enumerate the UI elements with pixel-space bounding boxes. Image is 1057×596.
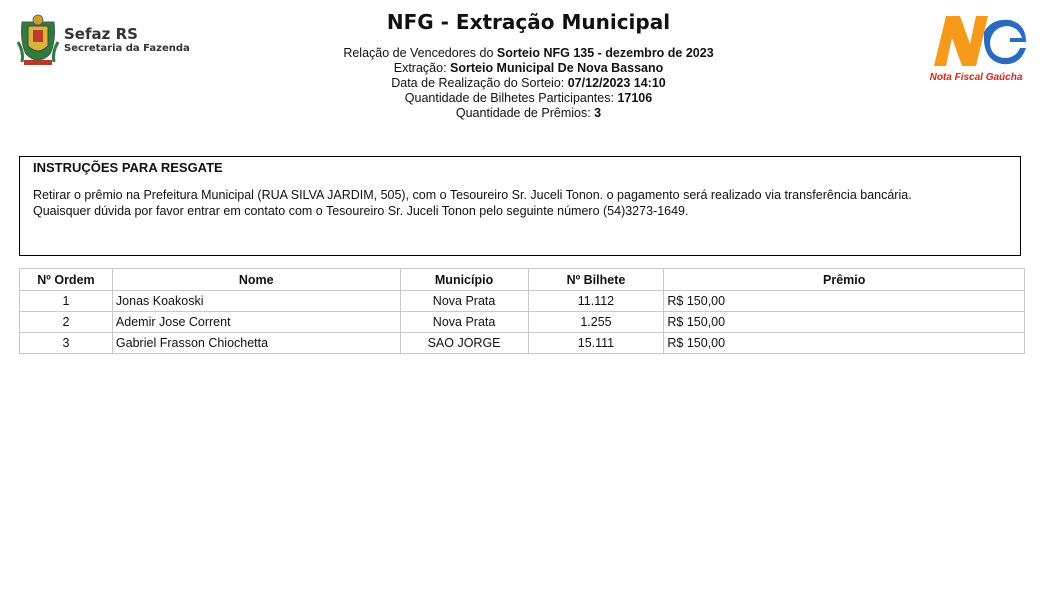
cell-ordem: 3 <box>20 333 113 354</box>
bilhetes-line <box>0 91 1057 106</box>
table-row <box>20 333 1025 354</box>
cell-municipio: Nova Prata <box>400 312 528 333</box>
draw-metadata <box>0 46 1057 121</box>
cell-premio: R$ 150,00 <box>664 291 1025 312</box>
cell-premio: R$ 150,00 <box>664 312 1025 333</box>
premios-line <box>0 106 1057 121</box>
bilhetes-label: Quantidade de Bilhetes Participantes: <box>404 91 618 105</box>
cell-bilhete: 15.111 <box>528 333 664 354</box>
data-value: 07/12/2023 14:10 <box>567 76 666 90</box>
relacao-label: Relação de Vencedores do <box>343 46 497 60</box>
cell-nome: Gabriel Frasson Chiochetta <box>112 333 400 354</box>
instructions-line-1: Retirar o prêmio na Prefeitura Municipal (RUA SILVA JARDIM, 505), com o Tesoureiro Sr. Juceli Tonon. o pagamento será realizado via transferência bancária. <box>33 188 912 202</box>
data-label: Data de Realização do Sorteio: <box>391 76 568 90</box>
relacao-value: Sorteio NFG 135 - dezembro de 2023 <box>496 46 714 60</box>
premios-value: 3 <box>594 106 602 120</box>
cell-nome: Jonas Koakoski <box>112 291 400 312</box>
cell-municipio: SAO JORGE <box>400 333 528 354</box>
table-row <box>20 291 1025 312</box>
col-header-premio: Prêmio <box>664 269 1025 291</box>
instructions-text <box>33 187 1010 219</box>
col-header-municipio: Município <box>400 269 528 291</box>
table-header-row <box>20 269 1025 291</box>
cell-ordem: 2 <box>20 312 113 333</box>
cell-bilhete: 11.112 <box>528 291 664 312</box>
cell-ordem: 1 <box>20 291 113 312</box>
relacao-line <box>0 46 1057 61</box>
col-header-nome: Nome <box>112 269 400 291</box>
bilhetes-value: 17106 <box>617 91 653 105</box>
extracao-label: Extração: <box>393 61 451 75</box>
brand-name: Sefaz RS <box>64 24 138 43</box>
winners-table <box>19 268 1025 354</box>
cell-bilhete: 1.255 <box>528 312 664 333</box>
nfg-caption: Nota Fiscal Gaúcha <box>929 72 1023 83</box>
instructions-heading: INSTRUÇÕES PARA RESGATE <box>33 160 223 175</box>
col-header-bilhete: Nº Bilhete <box>528 269 664 291</box>
cell-premio: R$ 150,00 <box>664 333 1025 354</box>
cell-nome: Ademir Jose Corrent <box>112 312 400 333</box>
premios-label: Quantidade de Prêmios: <box>455 106 595 120</box>
col-header-ordem: Nº Ordem <box>20 269 113 291</box>
cell-municipio: Nova Prata <box>400 291 528 312</box>
data-line <box>0 76 1057 91</box>
instructions-line-2: Quaisquer dúvida por favor entrar em contato com o Tesoureiro Sr. Juceli Tonon pelo seguinte número (54)3273-1649. <box>33 204 689 218</box>
extracao-line <box>0 61 1057 76</box>
instructions-box <box>19 156 1021 256</box>
table-row <box>20 312 1025 333</box>
page-title: NFG - Extração Municipal <box>386 10 671 34</box>
brand-subtitle: Secretaria da Fazenda <box>64 42 190 54</box>
extracao-value: Sorteio Municipal De Nova Bassano <box>450 61 664 75</box>
